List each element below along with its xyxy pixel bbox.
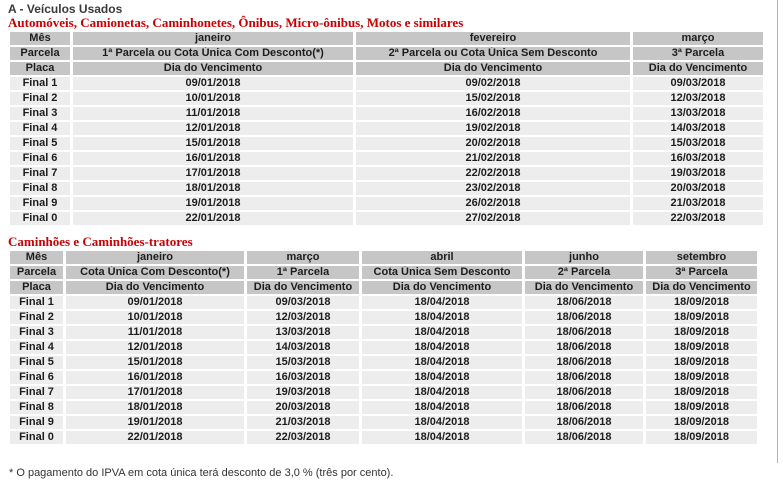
header-row xyxy=(10,251,757,264)
due-date-cell: 17/01/2018 xyxy=(66,386,244,399)
due-date-cell: 12/01/2018 xyxy=(73,122,353,135)
due-date-cell: 21/02/2018 xyxy=(356,152,630,165)
due-date-cell: 18/06/2018 xyxy=(525,416,643,429)
due-date-cell: 18/06/2018 xyxy=(525,356,643,369)
table-row xyxy=(10,197,763,210)
due-date-cell: 15/01/2018 xyxy=(73,137,353,150)
vencimento-header: Dia do Vencimento xyxy=(525,281,643,294)
table-row xyxy=(10,371,757,384)
due-date-cell: 09/03/2018 xyxy=(633,77,763,90)
due-date-cell: 19/01/2018 xyxy=(73,197,353,210)
due-date-cell: 18/09/2018 xyxy=(646,386,757,399)
due-date-cell: 26/02/2018 xyxy=(356,197,630,210)
corner-label: Parcela xyxy=(10,266,63,279)
due-date-cell: 14/03/2018 xyxy=(633,122,763,135)
table-row xyxy=(10,296,757,309)
month-header: janeiro xyxy=(73,32,353,45)
due-date-cell: 12/03/2018 xyxy=(633,92,763,105)
parcela-header: 2ª Parcela ou Cota Única Sem Desconto xyxy=(356,47,630,60)
page-title: A - Veículos Usados xyxy=(8,2,123,16)
due-date-cell: 18/09/2018 xyxy=(646,326,757,339)
parcela-header: 3ª Parcela xyxy=(633,47,763,60)
table2-category-subtitle: Caminhões e Caminhões-tratores xyxy=(8,234,193,249)
plate-final-label: Final 9 xyxy=(10,416,63,429)
corner-label: Placa xyxy=(10,62,70,75)
due-date-cell: 10/01/2018 xyxy=(73,92,353,105)
due-date-cell: 20/02/2018 xyxy=(356,137,630,150)
due-date-cell: 20/03/2018 xyxy=(247,401,359,414)
due-date-cell: 18/09/2018 xyxy=(646,431,757,444)
plate-final-label: Final 7 xyxy=(10,386,63,399)
parcela-header: 2ª Parcela xyxy=(525,266,643,279)
plate-final-label: Final 0 xyxy=(10,212,70,225)
table-row xyxy=(10,311,757,324)
header-row xyxy=(10,62,763,75)
vencimento-header: Dia do Vencimento xyxy=(633,62,763,75)
plate-final-label: Final 3 xyxy=(10,326,63,339)
due-date-cell: 09/03/2018 xyxy=(247,296,359,309)
vencimento-header: Dia do Vencimento xyxy=(66,281,244,294)
parcela-header: Cota Única Com Desconto(*) xyxy=(66,266,244,279)
due-date-cell: 12/03/2018 xyxy=(247,311,359,324)
due-date-cell: 18/09/2018 xyxy=(646,311,757,324)
month-header: março xyxy=(633,32,763,45)
table-row xyxy=(10,386,757,399)
table-caminhoes xyxy=(7,249,760,446)
due-date-cell: 18/04/2018 xyxy=(362,371,522,384)
due-date-cell: 09/01/2018 xyxy=(66,296,244,309)
due-date-cell: 18/09/2018 xyxy=(646,341,757,354)
table-row xyxy=(10,77,763,90)
due-date-cell: 18/04/2018 xyxy=(362,356,522,369)
plate-final-label: Final 3 xyxy=(10,107,70,120)
plate-final-label: Final 8 xyxy=(10,401,63,414)
vencimento-header: Dia do Vencimento xyxy=(247,281,359,294)
table-row xyxy=(10,92,763,105)
due-date-cell: 18/04/2018 xyxy=(362,296,522,309)
due-date-cell: 21/03/2018 xyxy=(633,197,763,210)
table-row xyxy=(10,431,757,444)
due-date-cell: 18/04/2018 xyxy=(362,326,522,339)
plate-final-label: Final 9 xyxy=(10,197,70,210)
header-row xyxy=(10,266,757,279)
due-date-cell: 15/03/2018 xyxy=(633,137,763,150)
due-date-cell: 11/01/2018 xyxy=(66,326,244,339)
due-date-cell: 09/01/2018 xyxy=(73,77,353,90)
due-date-cell: 22/02/2018 xyxy=(356,167,630,180)
table-row xyxy=(10,326,757,339)
due-date-cell: 18/06/2018 xyxy=(525,431,643,444)
due-date-cell: 16/03/2018 xyxy=(633,152,763,165)
plate-final-label: Final 1 xyxy=(10,296,63,309)
parcela-header: 3ª Parcela xyxy=(646,266,757,279)
parcela-header: 1ª Parcela xyxy=(247,266,359,279)
plate-final-label: Final 6 xyxy=(10,371,63,384)
header-row xyxy=(10,47,763,60)
vencimento-header: Dia do Vencimento xyxy=(356,62,630,75)
due-date-cell: 18/04/2018 xyxy=(362,416,522,429)
due-date-cell: 18/09/2018 xyxy=(646,416,757,429)
month-header: janeiro xyxy=(66,251,244,264)
due-date-cell: 18/04/2018 xyxy=(362,386,522,399)
plate-final-label: Final 2 xyxy=(10,92,70,105)
parcela-header: Cota Única Sem Desconto xyxy=(362,266,522,279)
due-date-cell: 14/03/2018 xyxy=(247,341,359,354)
table-row xyxy=(10,107,763,120)
due-date-cell: 22/01/2018 xyxy=(66,431,244,444)
month-header: março xyxy=(247,251,359,264)
due-date-cell: 19/03/2018 xyxy=(247,386,359,399)
table-row xyxy=(10,182,763,195)
due-date-cell: 23/02/2018 xyxy=(356,182,630,195)
discount-footnote: * O pagamento do IPVA em cota única terá desconto de 3,0 % (três por cento). xyxy=(9,467,394,479)
month-header: junho xyxy=(525,251,643,264)
due-date-cell: 19/03/2018 xyxy=(633,167,763,180)
corner-label: Placa xyxy=(10,281,63,294)
due-date-cell: 18/09/2018 xyxy=(646,356,757,369)
due-date-cell: 15/03/2018 xyxy=(247,356,359,369)
table-row xyxy=(10,137,763,150)
due-date-cell: 22/03/2018 xyxy=(247,431,359,444)
due-date-cell: 10/01/2018 xyxy=(66,311,244,324)
vencimento-header: Dia do Vencimento xyxy=(646,281,757,294)
table-row xyxy=(10,356,757,369)
due-date-cell: 09/02/2018 xyxy=(356,77,630,90)
vencimento-header: Dia do Vencimento xyxy=(73,62,353,75)
plate-final-label: Final 8 xyxy=(10,182,70,195)
due-date-cell: 20/03/2018 xyxy=(633,182,763,195)
corner-label: Mês xyxy=(10,251,63,264)
due-date-cell: 18/09/2018 xyxy=(646,401,757,414)
plate-final-label: Final 0 xyxy=(10,431,63,444)
due-date-cell: 16/02/2018 xyxy=(356,107,630,120)
due-date-cell: 18/04/2018 xyxy=(362,401,522,414)
corner-label: Parcela xyxy=(10,47,70,60)
table-row xyxy=(10,212,763,225)
due-date-cell: 18/06/2018 xyxy=(525,341,643,354)
plate-final-label: Final 4 xyxy=(10,341,63,354)
table-row xyxy=(10,416,757,429)
due-date-cell: 19/01/2018 xyxy=(66,416,244,429)
due-date-cell: 16/03/2018 xyxy=(247,371,359,384)
due-date-cell: 18/06/2018 xyxy=(525,371,643,384)
due-date-cell: 22/03/2018 xyxy=(633,212,763,225)
due-date-cell: 18/09/2018 xyxy=(646,371,757,384)
due-date-cell: 18/04/2018 xyxy=(362,311,522,324)
due-date-cell: 18/06/2018 xyxy=(525,311,643,324)
page-right-border xyxy=(777,0,778,463)
month-header: abril xyxy=(362,251,522,264)
due-date-cell: 27/02/2018 xyxy=(356,212,630,225)
plate-final-label: Final 5 xyxy=(10,356,63,369)
header-row xyxy=(10,281,757,294)
due-date-cell: 18/04/2018 xyxy=(362,431,522,444)
due-date-cell: 18/01/2018 xyxy=(66,401,244,414)
header-row xyxy=(10,32,763,45)
due-date-cell: 19/02/2018 xyxy=(356,122,630,135)
plate-final-label: Final 2 xyxy=(10,311,63,324)
due-date-cell: 22/01/2018 xyxy=(73,212,353,225)
table-row xyxy=(10,122,763,135)
due-date-cell: 17/01/2018 xyxy=(73,167,353,180)
plate-final-label: Final 6 xyxy=(10,152,70,165)
vencimento-header: Dia do Vencimento xyxy=(362,281,522,294)
due-date-cell: 13/03/2018 xyxy=(247,326,359,339)
plate-final-label: Final 7 xyxy=(10,167,70,180)
due-date-cell: 13/03/2018 xyxy=(633,107,763,120)
table-veiculos-usados xyxy=(7,30,766,227)
due-date-cell: 12/01/2018 xyxy=(66,341,244,354)
table-row xyxy=(10,167,763,180)
month-header: fevereiro xyxy=(356,32,630,45)
due-date-cell: 16/01/2018 xyxy=(66,371,244,384)
due-date-cell: 18/06/2018 xyxy=(525,326,643,339)
table1-category-subtitle: Automóveis, Camionetas, Caminhonetes, Ônibus, Micro-ônibus, Motos e similares xyxy=(8,15,464,30)
month-header: setembro xyxy=(646,251,757,264)
due-date-cell: 15/01/2018 xyxy=(66,356,244,369)
table-row xyxy=(10,341,757,354)
due-date-cell: 18/06/2018 xyxy=(525,386,643,399)
due-date-cell: 18/01/2018 xyxy=(73,182,353,195)
due-date-cell: 18/06/2018 xyxy=(525,401,643,414)
due-date-cell: 16/01/2018 xyxy=(73,152,353,165)
due-date-cell: 11/01/2018 xyxy=(73,107,353,120)
table-row xyxy=(10,152,763,165)
corner-label: Mês xyxy=(10,32,70,45)
due-date-cell: 18/06/2018 xyxy=(525,296,643,309)
due-date-cell: 15/02/2018 xyxy=(356,92,630,105)
parcela-header: 1ª Parcela ou Cota Única Com Desconto(*) xyxy=(73,47,353,60)
due-date-cell: 18/09/2018 xyxy=(646,296,757,309)
plate-final-label: Final 1 xyxy=(10,77,70,90)
plate-final-label: Final 5 xyxy=(10,137,70,150)
due-date-cell: 18/04/2018 xyxy=(362,341,522,354)
table-row xyxy=(10,401,757,414)
due-date-cell: 21/03/2018 xyxy=(247,416,359,429)
plate-final-label: Final 4 xyxy=(10,122,70,135)
